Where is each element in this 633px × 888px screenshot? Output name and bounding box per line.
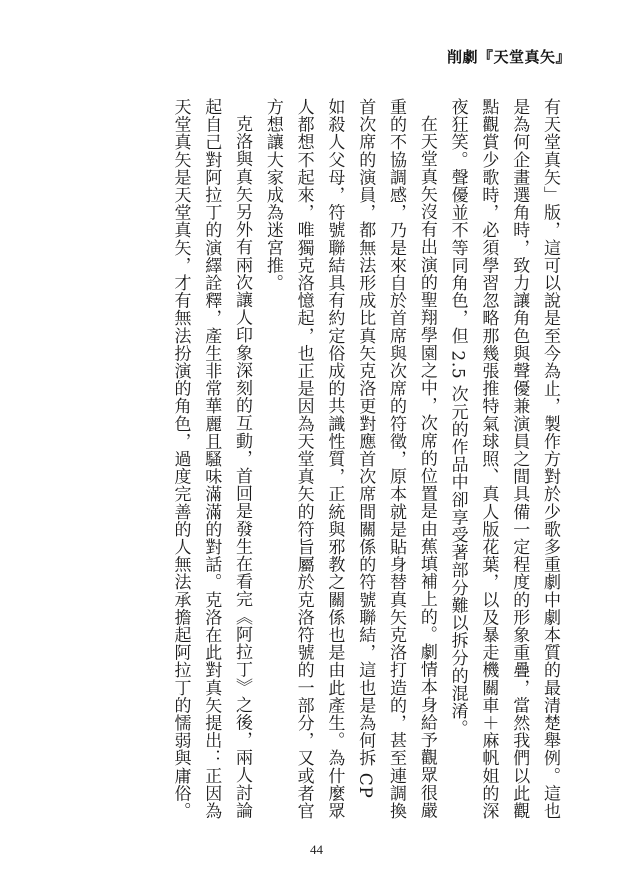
body-text: [165, 98, 565, 820]
paragraph-2: 在天堂真矢沒有出演的聖翔學園之中，次席的位置是由蕉填補上的。劇情本身給予觀眾很嚴重的不協調感，乃是來自於首席與次席的符徵，原本就是貼身替真矢克洛打造的，甚至連調換首次席的演員，都無法形成比真矢克洛更對應首次席間關係的符號聯結，這也是為何拆 CP 如殺人父母，符號聯結具有約定俗成的共識性質，正統與邪教之關係也是由此產生。為什麼眾人都想不起來，唯獨克洛憶起，也正是因為天堂真矢的符旨屬於克洛符號的一部分，又或者官方想讓大家成為迷宮推。: [262, 98, 437, 820]
page-number: 44: [310, 842, 323, 857]
running-header-title: 削劇『天堂真矢』: [446, 48, 571, 66]
paragraph-3: 克洛與真矢另外有兩次讓人印象深刻的互動，首回是發生在看完《阿拉丁》之後，兩人討論起自己對阿拉丁的演繹詮釋，產生非常華麗且騷味滿滿的對話。克洛在此對真矢提出：正因為天堂真矢是天堂真矢，才有無法扮演的角色，過度完善的人無法承擔起阿拉丁的懦弱與庸俗。: [170, 98, 253, 820]
paragraph-1: 有天堂真矢」版，這可以說是至今為止，製作方對於少歌多重劇中劇本質的最清楚舉例。這也是為何企畫選角時，致力讓角色與聲優兼演員之間具備一定程度的形象重疊，當然我們以此觀點觀賞少歌時，必須學習忽略那幾張推特氣球照、真人版花葉，以及暴走機關車＋麻帆姐的深夜狂笑。聲優並不等同角色，但 2.5 次元的作品中卻享受著部分難以拆分的混淆。: [447, 98, 560, 820]
